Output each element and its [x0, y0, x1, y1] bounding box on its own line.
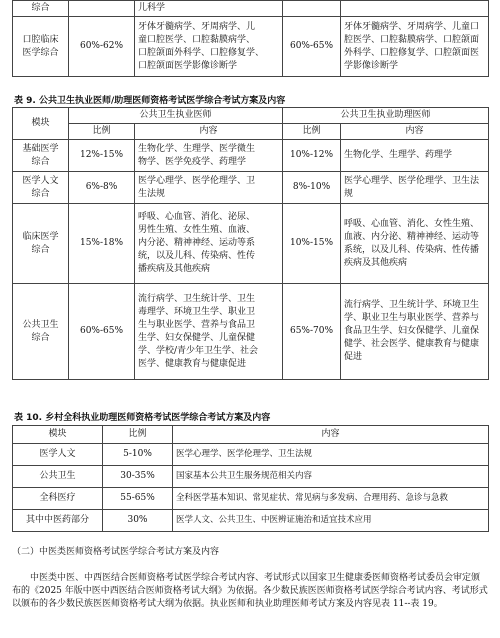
table-cell: 55-65% [103, 488, 173, 510]
table-row [13, 284, 489, 380]
header-ratio: 比例 [69, 124, 135, 140]
table-cell: 生物化学、生理学、药理学 [341, 140, 489, 172]
table-cell: 其中中医药部分 [13, 510, 103, 532]
table-cell: 30% [103, 510, 173, 532]
table-row [13, 204, 489, 284]
table-cell: 国家基本公共卫生服务规范相关内容 [173, 466, 489, 488]
table-cell: 公共卫生 [13, 466, 103, 488]
table-cell: 医学人文 [13, 444, 103, 466]
table-cell: 呼吸、心血管、消化、泌尿、 男性生殖、女性生殖、血液、 内分泌、精神神经、运动等系 统，以及儿科、传染病、性传 播疾病及其他疾病 [135, 204, 283, 284]
table-cell: 全科医学基本知识、常见症状、常见病与多发病、合理用药、急诊与急救 [173, 488, 489, 510]
table-row [13, 17, 489, 77]
table-cell: 60%-65% [69, 284, 135, 380]
table-cell: 30-35% [103, 466, 173, 488]
table9-caption: 表 9. 公共卫生执业医师/助理医师资格考试医学综合考试方案及内容 [14, 96, 286, 106]
table-row [13, 1, 489, 17]
table-cell: 10%-15% [283, 204, 341, 284]
table-cell: 口腔临床 医学综合 [13, 17, 69, 77]
table-cell: 5-10% [103, 444, 173, 466]
table-cell [69, 1, 135, 17]
header-group2: 公共卫生执业助理医师 [283, 108, 489, 124]
table-row [13, 444, 489, 466]
table-cell: 基础医学 综合 [13, 140, 69, 172]
header-content: 内容 [173, 426, 489, 444]
table-cell [341, 1, 489, 17]
table-row [13, 488, 489, 510]
table-cell: 10%-12% [283, 140, 341, 172]
table-cell: 生物化学、生理学、医学微生 物学、医学免疫学、药理学 [135, 140, 283, 172]
header-module: 模块 [13, 426, 103, 444]
table-cell: 医学人文 综合 [13, 172, 69, 204]
table-cell: 60%-62% [69, 17, 135, 77]
table-cell: 15%-18% [69, 204, 135, 284]
table-row [13, 510, 489, 532]
table-cell: 60%-65% [283, 17, 341, 77]
body-paragraph: 中医类中医、中西医结合医师资格考试医学综合考试内容、考试形式以国家卫生健康委医师资格考试委员会审定颁布的《2025 年版中医中西医结合医师资格考试大纲》为依据。各少数民族医医师资格考试医学综合考试内容、考试形式以颁布的各少数民族医医师资格考试大纲为依据。执业医师和执业助理医师考试方案及内容见表 11--表 19。 [12, 573, 488, 609]
header-ratio: 比例 [103, 426, 173, 444]
table-cell: 全科医疗 [13, 488, 103, 510]
table-cell: 儿科学 [135, 1, 283, 17]
table-row [13, 140, 489, 172]
table-header-row [13, 426, 489, 444]
table-cell: 医学心理学、医学伦理学、卫生法规 [173, 444, 489, 466]
table-header-row [13, 108, 489, 124]
table-cell: 医学人文、公共卫生、中医辨证施治和适宜技术应用 [173, 510, 489, 532]
table-cell: 65%-70% [283, 284, 341, 380]
table-cell: 临床医学 综合 [13, 204, 69, 284]
table-cell: 医学心理学、医学伦理学、卫生法规 [341, 172, 489, 204]
table9 [0, 107, 489, 380]
table-header-row [13, 124, 489, 140]
table10-caption: 表 10. 乡村全科执业助理医师资格考试医学综合考试方案及内容 [14, 413, 271, 423]
table-cell: 牙体牙髓病学、牙周病学、儿童口 腔医学、口腔黏膜病学、口腔颌面 外科学、口腔修复学、口腔颌面医 学影像诊断学 [341, 17, 489, 77]
table-row [13, 172, 489, 204]
header-content: 内容 [341, 124, 489, 140]
table10 [0, 425, 489, 532]
table-cell: 流行病学、卫生统计学、卫生 毒理学、环境卫生学、职业卫 生与职业医学、营养与食品卫 生学、妇女保健学、儿童保健 学、学校/青少年卫生学、社会 医学、健康教育与健康促进 [135, 284, 283, 380]
table8-continued [0, 0, 489, 77]
table-cell: 6%-8% [69, 172, 135, 204]
table-cell: 流行病学、卫生统计学、环境卫生 学、职业卫生与职业医学、营养与 食品卫生学、妇女保健学、儿童保 健学、社会医学、健康教育与健康 促进 [341, 284, 489, 380]
table-cell: 呼吸、心血管、消化、女性生殖、 血液、内分泌、精神神经、运动等 系统，以及儿科、传染病、性传播 疾病及其他疾病 [341, 204, 489, 284]
table-cell: 医学心理学、医学伦理学、卫 生法规 [135, 172, 283, 204]
table-cell: 牙体牙髓病学、牙周病学、儿 童口腔医学、口腔黏膜病学、 口腔颌面外科学、口腔修复学、 口腔颌面医学影像诊断学 [135, 17, 283, 77]
table-cell: 综合 [13, 1, 69, 17]
table-row [13, 466, 489, 488]
header-ratio: 比例 [283, 124, 341, 140]
table-cell: 8%-10% [283, 172, 341, 204]
header-module: 模块 [13, 108, 69, 140]
section-heading: （二）中医类医师资格考试医学综合考试方案及内容 [12, 547, 220, 557]
header-content: 内容 [135, 124, 283, 140]
table-cell: 12%-15% [69, 140, 135, 172]
table-cell: 公共卫生 综合 [13, 284, 69, 380]
table-cell [283, 1, 341, 17]
header-group1: 公共卫生执业医师 [69, 108, 283, 124]
